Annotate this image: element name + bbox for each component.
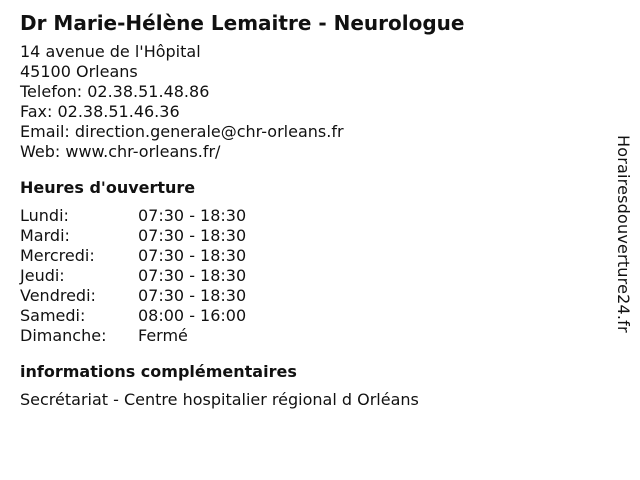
info-heading: informations complémentaires bbox=[20, 362, 297, 381]
phone-number: Telefon: 02.38.51.48.86 bbox=[20, 82, 210, 101]
side-brand-text: Horairesdouverture24.fr bbox=[614, 135, 633, 333]
hours-time: 07:30 - 18:30 bbox=[138, 246, 247, 265]
hours-time: Fermé bbox=[138, 326, 188, 345]
info-text: Secrétariat - Centre hospitalier régional d Orléans bbox=[20, 390, 419, 409]
business-card bbox=[20, 10, 610, 410]
hours-day: Samedi: bbox=[20, 306, 86, 325]
page-title: Dr Marie-Hélène Lemaitre - Neurologue bbox=[20, 11, 465, 35]
hours-table bbox=[20, 206, 610, 346]
website-address: Web: www.chr-orleans.fr/ bbox=[20, 142, 221, 161]
fax-number: Fax: 02.38.51.46.36 bbox=[20, 102, 180, 121]
hours-row bbox=[20, 326, 610, 346]
contact-block bbox=[20, 42, 610, 162]
street-address: 14 avenue de l'Hôpital bbox=[20, 42, 201, 61]
hours-day: Vendredi: bbox=[20, 286, 96, 305]
hours-day: Mercredi: bbox=[20, 246, 95, 265]
hours-time: 08:00 - 16:00 bbox=[138, 306, 247, 325]
hours-heading: Heures d'ouverture bbox=[20, 178, 196, 197]
hours-row bbox=[20, 266, 610, 286]
hours-time: 07:30 - 18:30 bbox=[138, 226, 247, 245]
hours-time: 07:30 - 18:30 bbox=[138, 286, 247, 305]
hours-row bbox=[20, 306, 610, 326]
hours-row bbox=[20, 246, 610, 266]
email-address: Email: direction.generale@chr-orleans.fr bbox=[20, 122, 344, 141]
hours-row bbox=[20, 226, 610, 246]
hours-time: 07:30 - 18:30 bbox=[138, 206, 247, 225]
hours-row bbox=[20, 206, 610, 226]
hours-day: Jeudi: bbox=[20, 266, 65, 285]
hours-row bbox=[20, 286, 610, 306]
hours-day: Mardi: bbox=[20, 226, 70, 245]
hours-day: Lundi: bbox=[20, 206, 69, 225]
hours-day: Dimanche: bbox=[20, 326, 107, 345]
city-address: 45100 Orleans bbox=[20, 62, 138, 81]
hours-time: 07:30 - 18:30 bbox=[138, 266, 247, 285]
